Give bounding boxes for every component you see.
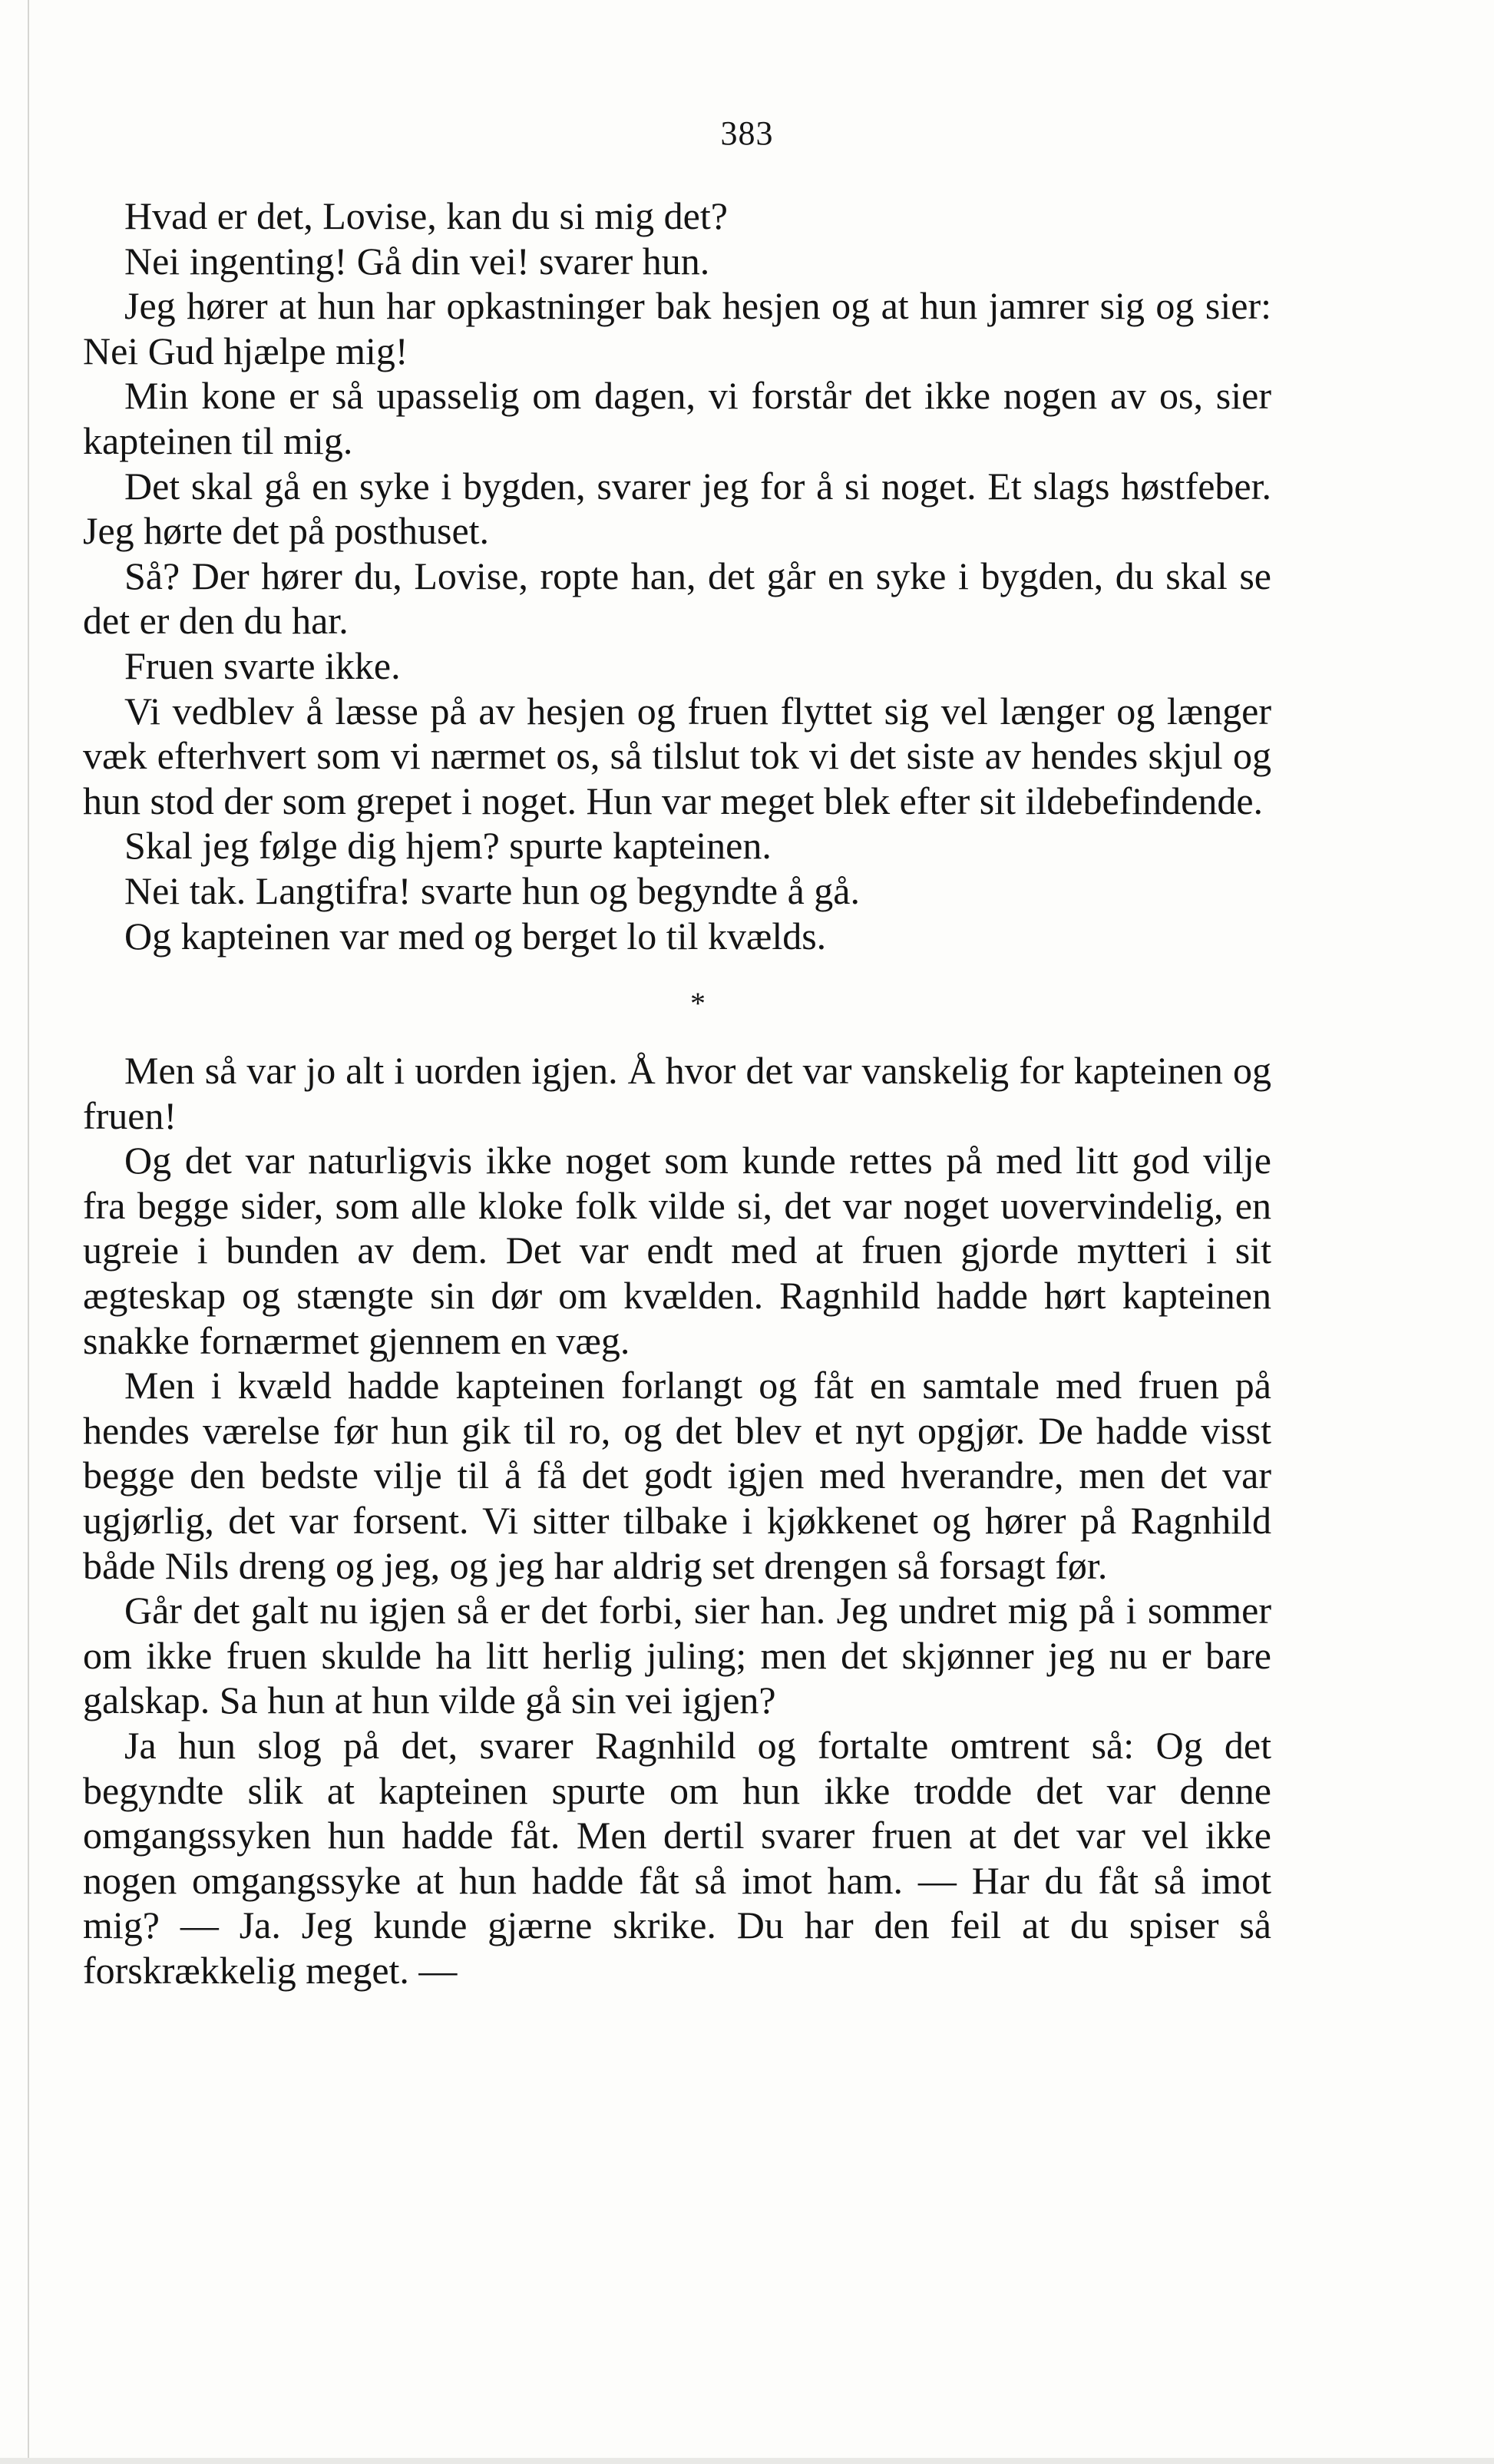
page-left-edge — [28, 0, 29, 2464]
paragraph: Nei ingenting! Gå din vei! svarer hun. — [124, 239, 710, 283]
paragraph: Hvad er det, Lovise, kan du si mig det? — [124, 194, 728, 237]
paragraph: Men så var jo alt i uorden igjen. Å hvor det var vanskelig for kapteinen og fruen! — [83, 1049, 1271, 1137]
paragraph: Så? Der hører du, Lovise, ropte han, det går en syke i bygden, du skal se det er den du har. — [83, 554, 1271, 643]
paragraph: Og kapteinen var med og berget lo til kvælds. — [124, 914, 827, 957]
section-separator: * — [690, 986, 706, 1021]
paragraph: Det skal gå en syke i bygden, svarer jeg for å si noget. Et slags høstfeber. Jeg hørte det på posthuset. — [83, 464, 1271, 553]
paragraph: Vi vedblev å læsse på av hesjen og fruen flyttet sig vel længer og længer væk efterhvert som vi nærmet os, så tilslut tok vi det siste av hendes skjul og hun stod der som grepet i noget. Hun var meget blek efter sit ildebefindende. — [83, 689, 1271, 822]
paragraph: Går det galt nu igjen så er det forbi, sier han. Jeg undret mig på i sommer om ikke fruen skulde ha litt herlig juling; men det skjønner jeg nu er bare galskap. Sa hun at hun vilde gå sin vei igjen? — [83, 1589, 1271, 1722]
page-bottom-edge — [0, 2458, 1494, 2464]
paragraph: Skal jeg følge dig hjem? spurte kapteinen. — [124, 824, 772, 868]
paragraph: Nei tak. Langtifra! svarte hun og begyndte å gå. — [124, 868, 860, 912]
text-body-before-separator — [83, 193, 1271, 1993]
page-number: 383 — [720, 114, 774, 152]
paragraph: Ja hun slog på det, svarer Ragnhild og fortalte omtrent så: Og det begyndte slik at kapteinen spurte om hun ikke trodde det var denne omgangssyken hun hadde fåt. Men dertil svarer fruen at det var vel ikke nogen omgangssyke at hun hadde fåt så imot ham. — Har du fåt så imot mig? — Ja. Jeg kunde gjærne skrike. Du har den feil at du spiser så forskrækkelig meget. — — [83, 1724, 1271, 1992]
paragraph: Og det var naturligvis ikke noget som kunde rettes på med litt god vilje fra begge sider, som alle kloke folk vilde si, det var noget uovervindelig, en ugreie i bunden av dem. Det var endt med at fruen gjorde mytteri i sit ægteskap og stængte sin dør om kvælden. Ragnhild hadde hørt kapteinen snakke fornærmet gjennem en væg. — [83, 1139, 1271, 1362]
paragraph: Men i kvæld hadde kapteinen forlangt og fåt en samtale med fruen på hendes værelse før hun gik til ro, og det blev et nyt opgjør. De hadde visst begge den bedste vilje til å få det godt igjen med hverandre, men det var ugjørlig, det var forsent. Vi sitter tilbake i kjøkkenet og hører på Ragnhild både Nils dreng og jeg, og jeg har aldrig set drengen så forsagt før. — [83, 1364, 1271, 1587]
paragraph: Fruen svarte ikke. — [124, 643, 401, 687]
paragraph: Jeg hører at hun har opkastninger bak hesjen og at hun jamrer sig og sier: Nei Gud hjælpe mig! — [83, 284, 1271, 372]
paragraph: Min kone er så upasselig om dagen, vi forstår det ikke nogen av os, sier kapteinen til mig. — [83, 374, 1271, 462]
